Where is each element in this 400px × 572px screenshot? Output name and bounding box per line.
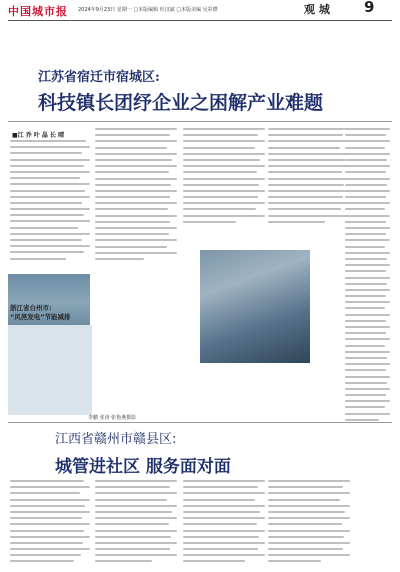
article-bottom-column-1 <box>10 480 90 567</box>
section-divider <box>8 422 392 423</box>
photo-caption-box <box>8 325 92 415</box>
article-top-column-2 <box>95 128 177 264</box>
date-line: 2024年9月23日 星期一 □本版编辑 杜汉斌 □本版美编 吴彩瓒 <box>78 7 218 13</box>
article-top-column-1 <box>10 140 90 264</box>
article-bottom-headline-1: 江西省赣州市赣县区: <box>55 432 177 447</box>
article-top-byline: ■江 乔 叶 晶 长 晴 <box>12 132 65 139</box>
page-number: 9 <box>364 0 375 16</box>
section-name: 观 城 <box>304 3 330 16</box>
photo-solar-rooftops-large <box>200 250 310 363</box>
article-bottom-column-3 <box>183 480 265 567</box>
masthead-logo: 中国城市报 <box>8 5 68 18</box>
article-bottom-column-2 <box>95 480 177 567</box>
article-top-headline-2: 科技镇长团纾企业之困解产业难题 <box>38 92 324 114</box>
photo-credit: 李鹏 张涛 张艳燕摄影 <box>88 415 137 421</box>
article-bottom-column-4 <box>268 480 350 567</box>
article-bottom-headline-2: 城管进社区 服务面对面 <box>55 457 231 477</box>
top-divider <box>8 20 392 21</box>
article-top-column-4 <box>268 128 350 227</box>
photo-caption-title: 浙江省台州市: “风亮发电”节能减排 <box>10 304 71 321</box>
article-top-column-5 <box>345 128 390 425</box>
headline-divider <box>8 121 392 122</box>
article-top-column-3 <box>183 128 265 227</box>
article-top-headline-1: 江苏省宿迁市宿城区: <box>38 70 160 85</box>
